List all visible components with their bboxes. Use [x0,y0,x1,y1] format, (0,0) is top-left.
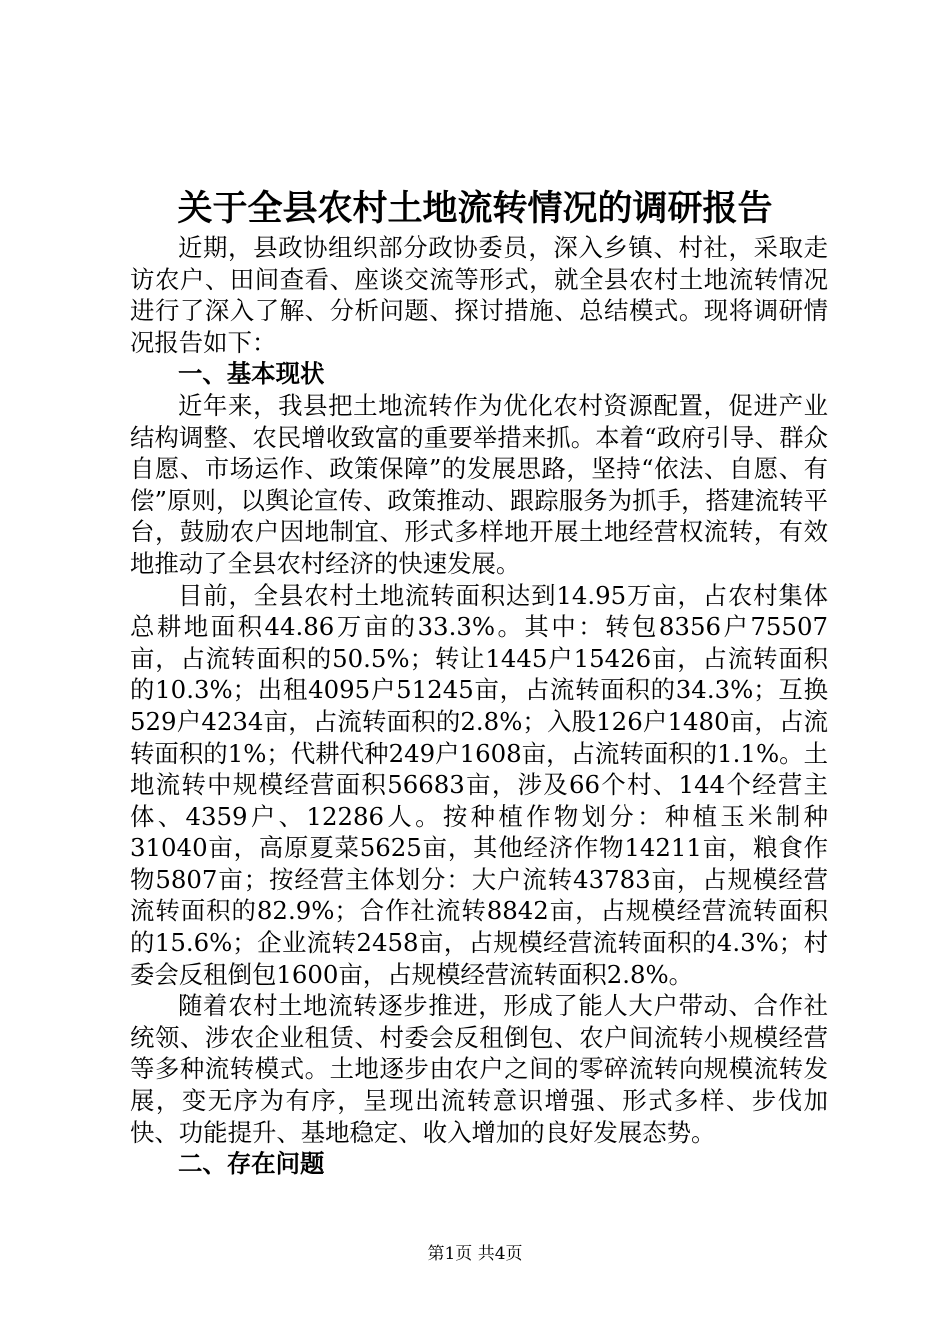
body-paragraph: 随着农村土地流转逐步推进，形成了能人大户带动、合作社统领、涉农企业租赁、村委会反租倒包、农户间流转小规模经营等多种流转模式。土地逐步由农户之间的零碎流转向规模流转发展，变无序为有序，呈现出流转意识增强、形式多样、步伐加快、功能提升、基地稳定、收入增加的良好发展态势。 [130,991,828,1147]
body-paragraph: 近年来，我县把土地流转作为优化农村资源配置，促进产业结构调整、农民增收致富的重要举措来抓。本着“政府引导、群众自愿、市场运作、政策保障”的发展思路，坚持“依法、自愿、有偿”原则，以舆论宣传、政策推动、跟踪服务为抓手，搭建流转平台，鼓励农户因地制宜、形式多样地开展土地经营权流转，有效地推动了全县农村经济的快速发展。 [130,390,828,578]
section-heading-problems: 二、存在问题 [178,1149,325,1179]
statistics-paragraph: 目前，全县农村土地流转面积达到14.95万亩，占农村集体总耕地面积44.86万亩的33.3%。其中：转包8356户75507亩，占流转面积的50.5%；转让1445户15426亩，占流转面积的10.3%；出租4095户51245亩，占流转面积的34.3%；互换529户4234亩，占流转面积的2.8%；入股126户1480亩，占流转面积的1%；代耕代种249户1608亩，占流转面积的1.1%。土地流转中规模经营面积56683亩，涉及66个村、144个经营主体、4359户、12286人。按种植作物划分：种植玉米制种31040亩，高原夏菜5625亩，其他经济作物14211亩，粮食作物5807亩；按经营主体划分：大户流转43783亩，占规模经营流转面积的82.9%；合作社流转8842亩，占规模经营流转面积的15.6%；企业流转2458亩，占规模经营流转面积的4.3%；村委会反租倒包1600亩，占规模经营流转面积2.8%。 [130,580,828,989]
document-body [130,232,828,1180]
document-title: 关于全县农村土地流转情况的调研报告 [177,188,773,229]
section-heading-basic-status: 一、基本现状 [178,359,325,389]
intro-paragraph: 近期，县政协组织部分政协委员，深入乡镇、村社，采取走访农户、田间查看、座谈交流等形式，就全县农村土地流转情况进行了深入了解、分析问题、探讨措施、总结模式。现将调研情况报告如下： [130,233,828,357]
page-number-footer: 第1页 共4页 [427,1244,523,1264]
